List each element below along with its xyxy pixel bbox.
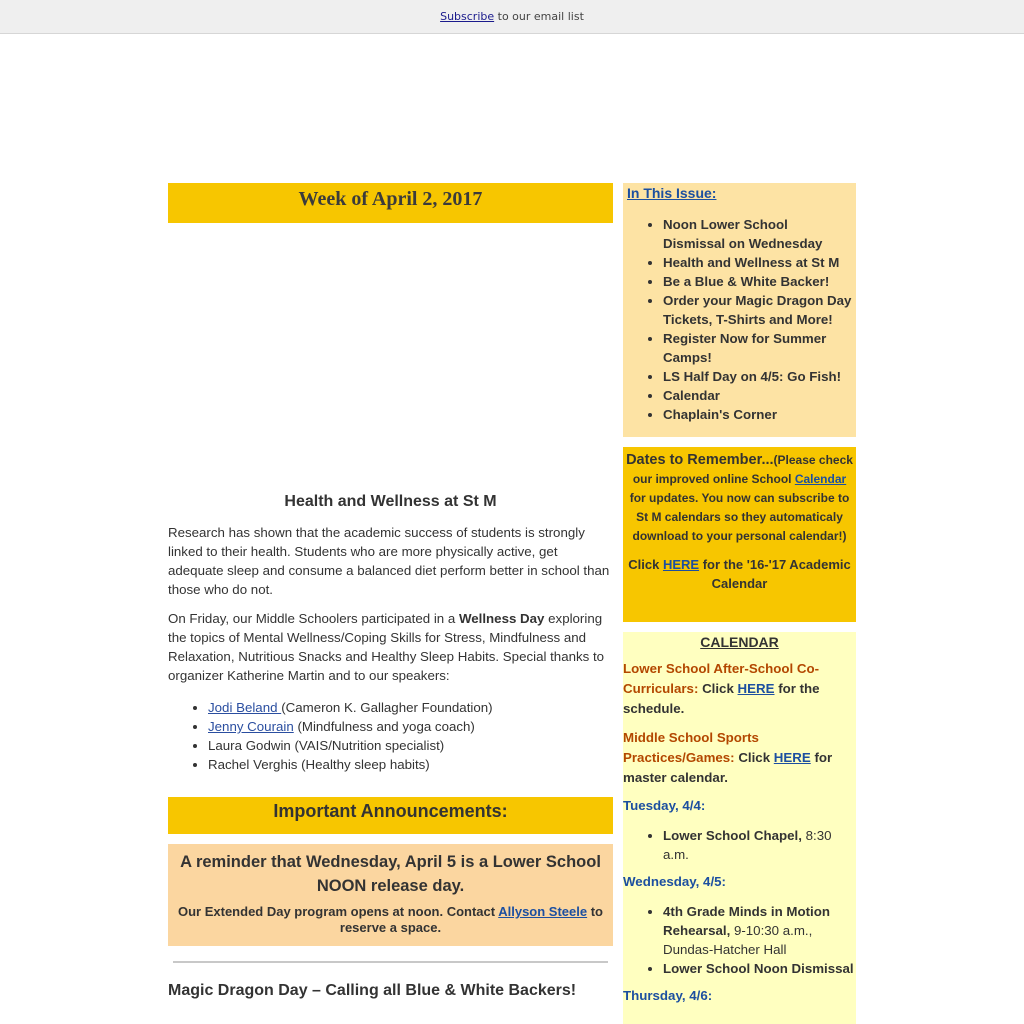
ls-click-text: Click (698, 681, 738, 696)
magic-dragon-day-title: Magic Dragon Day – Calling all Blue & White Backers! (168, 982, 577, 999)
list-item (663, 826, 856, 864)
speaker-detail: (Cameron K. Gallagher Foundation) (281, 700, 493, 715)
para2-text-end: exploring the topics of Mental Wellness/Coping Skills for Stress, Mindfulness and Relaxation, Nutritious Snacks and Healthy Sleep Habits. Special thanks to organizer Katherine Martin and to our speakers: (168, 611, 605, 683)
list-item (663, 902, 856, 959)
click-text: Click (628, 557, 663, 572)
header-image-area (168, 223, 613, 493)
event-time: 9-10:30 a.m., Dundas-Hatcher Hall (663, 923, 813, 957)
ls-cocurriculars-label: Lower School After-School Co-Curriculars: (623, 661, 820, 696)
calendar-day-thursday: Thursday, 4/6: (623, 988, 713, 1003)
dates-to-remember-box (623, 447, 856, 622)
list-item: • Laura Godwin (VAIS/Nutrition specialist) (208, 736, 613, 755)
subscribe-bar (0, 0, 1024, 34)
in-this-issue-title[interactable]: In This Issue: (627, 185, 717, 201)
list-item: • Rachel Verghis (Healthy sleep habits) (208, 755, 613, 774)
event-title: Lower School Chapel, (663, 828, 802, 843)
para2-text-start: On Friday, our Middle Schoolers participated in a (168, 611, 459, 626)
ms-calendar-text: for master calendar. (623, 750, 833, 785)
list-item (663, 959, 856, 978)
issue-item[interactable]: • LS Half Day on 4/5: Go Fish! (663, 367, 852, 386)
issue-item[interactable]: • Noon Lower School Dismissal on Wednesday (663, 215, 852, 253)
wednesday-events (623, 902, 856, 978)
sidebar (623, 183, 856, 1024)
reminder-details (176, 904, 605, 936)
academic-calendar-line (625, 555, 854, 593)
ls-schedule-link[interactable]: HERE (737, 681, 775, 696)
calendar-box (623, 632, 856, 1024)
ls-schedule-text: for the schedule. (623, 681, 820, 716)
dates-note-end: for updates. You now can subscribe to St M calendars so they automaticaly download to your personal calendar!) (629, 491, 850, 543)
list-item (208, 717, 613, 736)
reminder-heading: A reminder that Wednesday, April 5 is a Lower School NOON release day. (180, 853, 601, 895)
calendar-day-tuesday: Tuesday, 4/4: (623, 798, 706, 813)
noon-release-reminder (168, 844, 613, 946)
ms-sports (623, 728, 856, 788)
dates-text (625, 451, 854, 546)
allyson-steele-link[interactable]: Allyson Steele (498, 904, 588, 919)
ms-click-text: Click (734, 750, 774, 765)
wellness-day-bold: Wellness Day (458, 611, 545, 626)
issue-item[interactable]: • Chaplain's Corner (663, 405, 852, 424)
health-title: Health and Wellness at St M (284, 493, 497, 510)
announcements-banner: Important Announcements: (168, 797, 613, 834)
calendar-day-wednesday: Wednesday, 4/5: (623, 874, 726, 889)
issue-item[interactable]: • Be a Blue & White Backer! (663, 272, 852, 291)
academic-calendar-text: for the '16-'17 Academic Calendar (699, 557, 851, 591)
in-this-issue-box (623, 183, 856, 437)
speaker-list (168, 698, 613, 774)
speaker-link-jenny-courain[interactable]: Jenny Courain (208, 719, 294, 734)
calendar-title: CALENDAR (700, 634, 779, 650)
issue-item[interactable]: • Register Now for Summer Camps! (663, 329, 852, 367)
health-paragraph-2 (168, 609, 613, 685)
issue-item[interactable]: • Order your Magic Dragon Day Tickets, T-Shirts and More! (663, 291, 852, 329)
ms-calendar-link[interactable]: HERE (773, 750, 811, 765)
ms-sports-label: Middle School Sports Practices/Games: (623, 730, 759, 765)
academic-calendar-link[interactable]: HERE (662, 557, 700, 572)
event-time: 8:30 a.m. (663, 828, 832, 862)
issue-item[interactable]: • Calendar (663, 386, 852, 405)
tuesday-events (623, 826, 856, 864)
subscribe-text: to our email list (497, 10, 584, 23)
speaker-link-jodi-beland[interactable]: Jodi Beland (208, 700, 282, 715)
dates-note-start: (Please check our improved online School (632, 453, 853, 486)
speaker-detail: (Mindfulness and yoga coach) (293, 719, 475, 734)
event-title: Lower School Noon Dismissal (663, 961, 854, 976)
subscribe-link[interactable]: Subscribe (440, 10, 495, 23)
section-divider (173, 961, 608, 963)
calendar-link[interactable]: Calendar (794, 472, 847, 486)
issue-list (627, 215, 852, 424)
week-banner: Week of April 2, 2017 (168, 183, 613, 223)
issue-item[interactable]: • Health and Wellness at St M (663, 253, 852, 272)
event-title: 4th Grade Minds in Motion Rehearsal, (663, 904, 830, 938)
health-paragraph-1: Research has shown that the academic success of students is strongly linked to their health. Students who are more physically active, get adequate sleep and consume a balanced diet perform better in school than those who do not. (168, 525, 610, 597)
reminder-text-start: Our Extended Day program opens at noon. Contact (178, 904, 499, 919)
reminder-text-end: to reserve a space. (339, 904, 603, 935)
main-column (168, 183, 613, 1000)
dates-heading: Dates to Remember... (626, 452, 774, 468)
list-item (208, 698, 613, 717)
ls-cocurriculars (623, 659, 856, 719)
